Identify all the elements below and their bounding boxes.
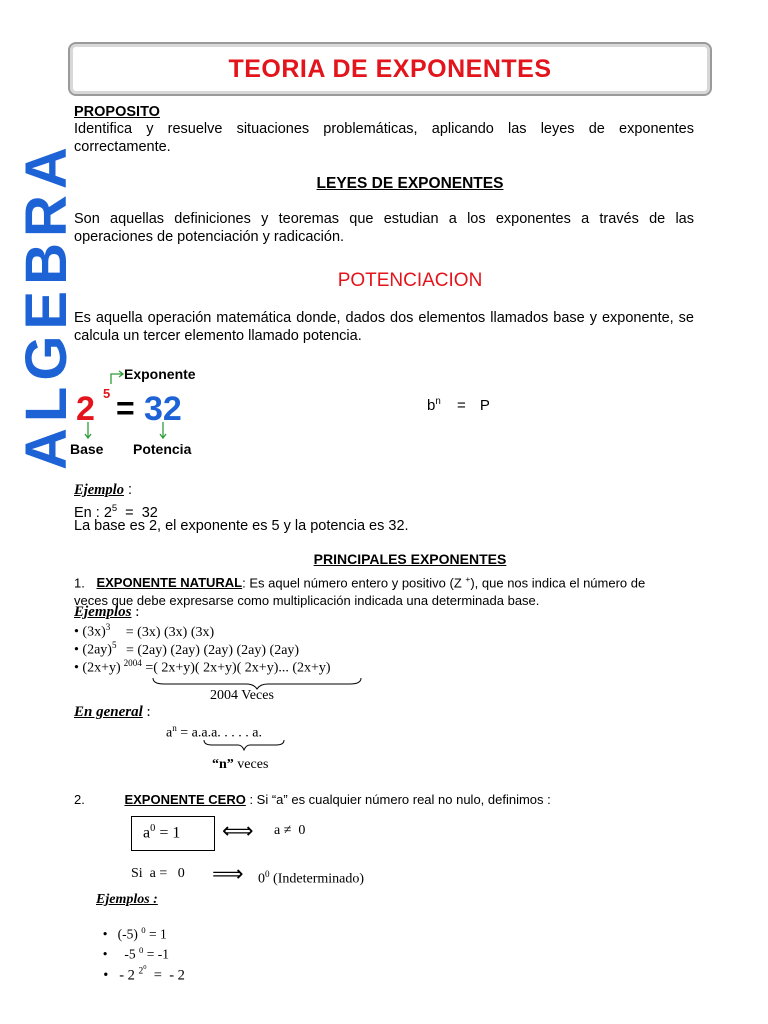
potenciacion-text: Es aquella operación matemática donde, dados dos elementos llamados base y exponente, se calcula un tercer elemento llamado potencia. — [74, 310, 694, 344]
power-diagram — [66, 362, 216, 462]
diagram-exp: 5 — [103, 386, 111, 401]
cero-box-a: a — [143, 824, 151, 842]
general-rhs: = a.a.a. . . . . a. — [176, 725, 263, 741]
potenciacion-title: POTENCIACION — [337, 270, 483, 291]
natural-example-1 — [74, 622, 214, 641]
principales-title: PRINCIPALES EXPONENTES — [313, 551, 507, 567]
general-a: a — [166, 725, 173, 741]
natural-text3: veces que debe expresarse como multiplicación indicada una determinada base. — [74, 593, 540, 609]
ejemplo-heading — [74, 481, 132, 499]
natural-ex2-base: • (2ay) — [74, 642, 112, 658]
natural-ex1-rhs: = (3x) (3x) (3x) — [125, 624, 215, 640]
natural-num: 1. — [74, 575, 85, 591]
cero-ex2-exp: 0 — [138, 945, 144, 955]
proposito-label: PROPOSITO — [74, 104, 160, 120]
cero-label: EXPONENTE CERO — [124, 792, 246, 807]
natural-ex1-exp: 3 — [105, 622, 111, 632]
proposito-text: Identifica y resuelve situaciones problemáticas, aplicando las leyes de exponentes correctamente. — [74, 121, 694, 155]
cero-ejemplos-text: Ejemplos : — [96, 892, 158, 907]
natural-example-3 — [74, 658, 331, 677]
cero-indeterminado — [258, 869, 364, 888]
cero-ex3: - 2 — [119, 967, 139, 984]
cero-condition: a ≠ 0 — [274, 823, 306, 838]
cero-indet-text: (Indeterminado) — [269, 871, 365, 887]
cero-definition — [74, 792, 551, 807]
cero-box-rhs: = 1 — [155, 824, 181, 842]
cero-ex2-rhs: = -1 — [143, 946, 169, 962]
cero-example-3 — [96, 947, 185, 984]
n-veces-label — [212, 757, 268, 773]
leyes-text: Son aquellas definiciones y teoremas que estudian a los exponentes a través de las operaciones de potenciación y radicación. — [74, 211, 694, 245]
cero-ex2: -5 — [120, 946, 139, 962]
natural-definition — [74, 570, 698, 610]
base-label: Base — [70, 441, 104, 457]
natural-zsup: + — [465, 574, 471, 584]
diagram-result: 32 — [144, 390, 182, 428]
cero-box-exp: 0 — [150, 823, 156, 834]
natural-ex3-rhs: =( 2x+y)( 2x+y)( 2x+y)... (2x+y) — [145, 660, 331, 676]
ejemplo-label: Ejemplo — [74, 482, 124, 498]
power-label: Potencia — [133, 441, 192, 457]
natural-label: EXPONENTE NATURAL — [96, 575, 243, 591]
general-n: n — [172, 723, 177, 733]
cero-ex3-exp2: 0 — [143, 964, 147, 971]
cero-box — [131, 816, 215, 851]
cero-text: : Si “a” es cualquier número real no nulo, definimos : — [245, 792, 551, 807]
ejemplo-line1-suffix: = 32 — [117, 504, 158, 521]
natural-ex3-exp: 2004 — [123, 658, 142, 668]
natural-ex3-base: • (2x+y) — [74, 660, 121, 676]
bullet-icon: • — [102, 926, 108, 942]
formula-b: b — [427, 397, 436, 414]
natural-ejemplos-heading — [74, 604, 139, 621]
title-box — [68, 42, 712, 96]
brace-n — [202, 739, 286, 751]
ejemplo-line1-prefix: En : 2 — [74, 504, 112, 521]
side-label: ALGEBRA — [14, 141, 79, 470]
natural-ejemplos-colon: : — [131, 604, 140, 620]
diagram-base: 2 — [76, 390, 95, 428]
implies-icon: ⟹ — [212, 861, 244, 886]
natural-ex1-base: • (3x) — [74, 624, 106, 640]
cero-ex3-exp: 2 — [138, 966, 144, 977]
formula-p: P — [479, 397, 490, 414]
cero-zero-exp: 0 — [265, 869, 270, 879]
cero-zero: 0 — [258, 871, 265, 887]
n-veces-text: veces — [233, 757, 269, 772]
natural-example-2 — [74, 640, 299, 659]
cero-ex3-rhs: = - 2 — [146, 967, 185, 984]
natural-ejemplos-label: Ejemplos — [74, 604, 132, 620]
leyes-title: LEYES DE EXPONENTES — [316, 175, 504, 192]
natural-ex2-exp: 5 — [111, 640, 117, 650]
natural-text2: ), que nos indica el número de — [470, 575, 646, 591]
formula-n: n — [435, 396, 441, 407]
cero-si-text: Si a = 0 — [131, 866, 185, 881]
general-label: En general — [74, 704, 143, 720]
ejemplo-line1-exp: 5 — [111, 502, 118, 513]
general-heading — [74, 704, 151, 721]
cero-ex1-rhs: = 1 — [145, 926, 167, 942]
page-title: TEORIA DE EXPONENTES — [228, 55, 552, 83]
general-formula — [427, 396, 490, 414]
ejemplo-line2: La base es 2, el exponente es 5 y la potencia es 32. — [74, 518, 409, 534]
brace-2004-label: 2004 Veces — [210, 688, 274, 703]
diagram-eq: = — [116, 390, 135, 426]
natural-text1: : Es aquel número entero y positivo (Z — [242, 575, 466, 591]
general-colon: : — [142, 704, 151, 720]
iff-icon: ⟺ — [222, 818, 254, 843]
formula-eq: = — [456, 397, 466, 414]
bullet-icon: • — [102, 946, 108, 962]
bullet-icon: • — [103, 967, 109, 984]
n-veces-n: “n” — [212, 757, 234, 772]
cero-ex1-exp: 0 — [141, 925, 146, 935]
cero-ejemplos-label — [96, 892, 158, 908]
natural-ex2-rhs: = (2ay) (2ay) (2ay) (2ay) (2ay) — [126, 642, 300, 658]
ejemplo-colon: : — [123, 482, 133, 498]
cero-ex1: (-5) — [117, 926, 142, 942]
cero-num: 2. — [74, 792, 85, 807]
exponent-label: Exponente — [124, 366, 196, 382]
